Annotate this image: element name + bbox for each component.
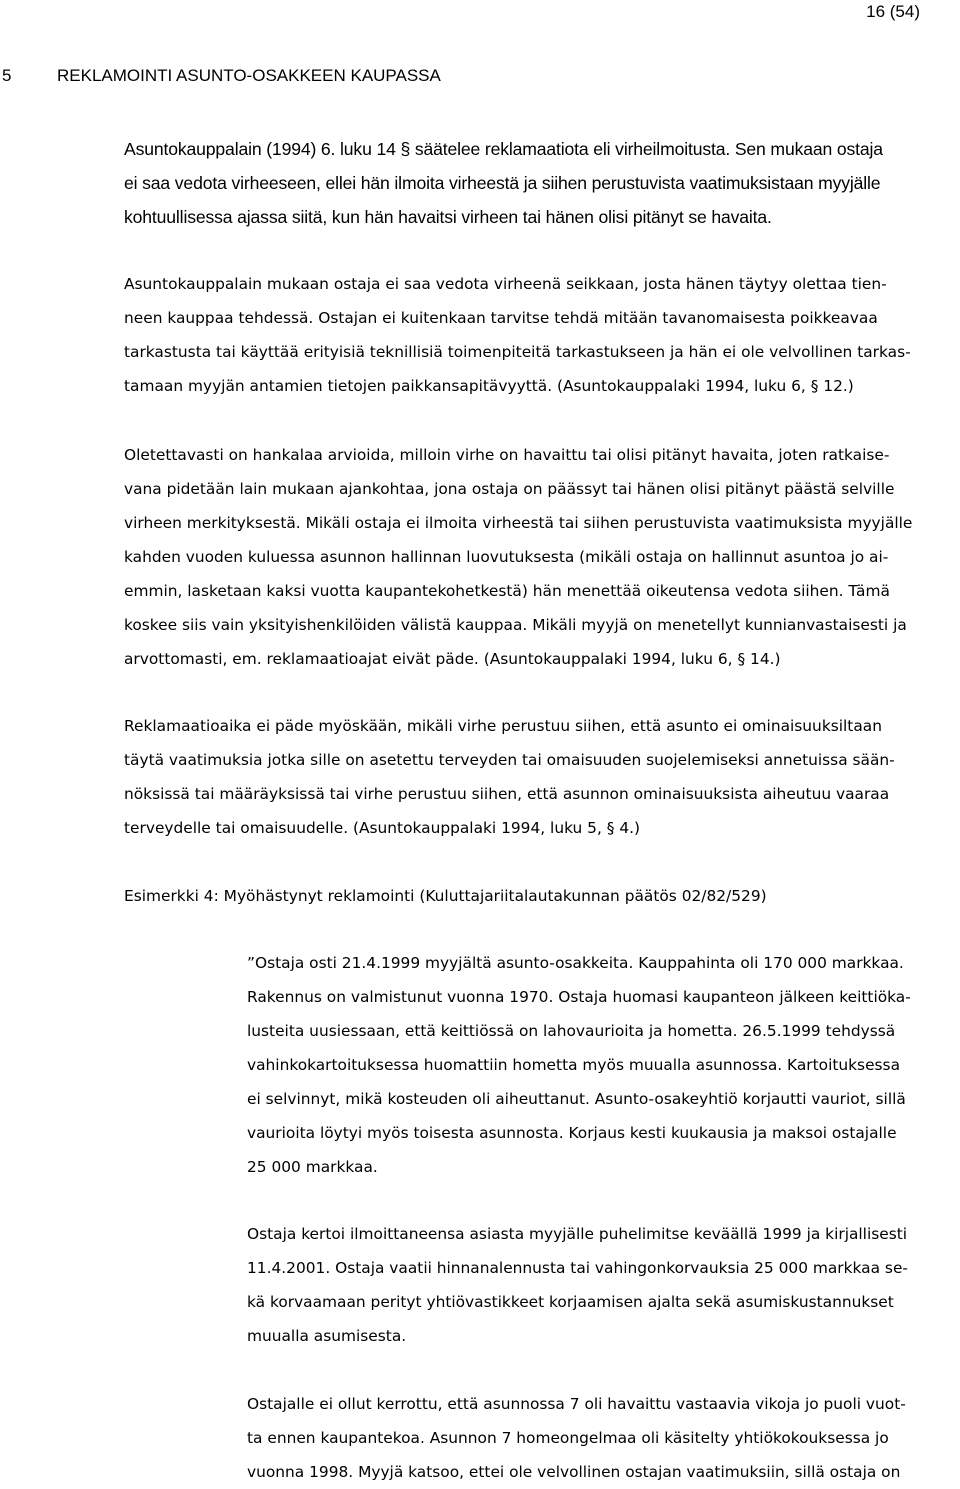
quote-line: 25 000 markkaa. [247, 1158, 378, 1176]
paragraph-line: neen kauppaa tehdessä. Ostajan ei kuitenkaan tarvitse tehdä mitään tavanomaisesta poikkeavaa [124, 309, 878, 327]
example-heading [124, 879, 960, 913]
quote-line: 11.4.2001. Ostaja vaatii hinnanalennusta tai vahingonkorvauksia 25 000 markkaa se- [247, 1259, 908, 1277]
paragraph-reclamation-law [124, 132, 960, 234]
paragraph-line: koskee siis vain yksityishenkilöiden välistä kauppaa. Mikäli myyjä on menetellyt kunnianvastaisesti ja [124, 616, 907, 634]
paragraph-line: tamaan myyjän antamien tietojen paikkansapitävyyttä. (Asuntokauppalaki 1994, luku 6, § 12.) [124, 377, 854, 395]
paragraph-line: Asuntokauppalain (1994) 6. luku 14 § säätelee reklamaatiota eli virheilmoitusta. Sen mukaan ostaja [124, 139, 883, 159]
quote-line: Rakennus on valmistunut vuonna 1970. Ostaja huomasi kaupanteon jälkeen keittiöka- [247, 988, 911, 1006]
quote-line: muualla asumisesta. [247, 1327, 407, 1345]
paragraph-time-limit [124, 438, 960, 676]
quote-line: ”Ostaja osti 21.4.1999 myyjältä asunto-osakkeita. Kauppahinta oli 170 000 markkaa. [247, 954, 904, 972]
quote-line: Ostajalle ei ollut kerrottu, että asunnossa 7 oli havaittu vastaavia vikoja jo puoli vuot- [247, 1395, 906, 1413]
paragraph-line: virheen merkityksestä. Mikäli ostaja ei ilmoita virheestä tai siihen perustuvista vaatimuksista myyjälle [124, 514, 913, 532]
paragraph-inspection [124, 267, 960, 403]
quote-line: ta ennen kaupantekoa. Asunnon 7 homeongelmaa oli käsitelty yhtiökokouksessa jo [247, 1429, 889, 1447]
paragraph-exception [124, 709, 960, 845]
example-quote-paragraph [247, 1387, 960, 1489]
section-title: REKLAMOINTI ASUNTO-OSAKKEEN KAUPASSA [57, 66, 441, 85]
paragraph-line: nöksissä tai määräyksissä tai virhe perustuu siihen, että asunnon ominaisuuksista aiheutuu vaaraa [124, 785, 890, 803]
paragraph-line: vana pidetään lain mukaan ajankohtaa, jona ostaja on päässyt tai hänen olisi pitänyt päästä selville [124, 480, 895, 498]
paragraph-line: tarkastusta tai käyttää erityisiä teknillisiä toimenpiteitä tarkastukseen ja hän ei ole velvollinen tarkas- [124, 343, 911, 361]
quote-line: vaurioita löytyi myös toisesta asunnosta. Korjaus kesti kuukausia ja maksoi ostajalle [247, 1124, 897, 1142]
paragraph-line: ei saa vedota virheeseen, ellei hän ilmoita virheestä ja siihen perustuvista vaatimuksistaan myyjälle [124, 173, 881, 193]
quote-line: vuonna 1998. Myyjä katsoo, ettei ole velvollinen ostajan vaatimuksiin, sillä ostaja on [247, 1463, 901, 1481]
paragraph-line: Asuntokauppalain mukaan ostaja ei saa vedota virheenä seikkaan, josta hänen täytyy olettaa tien- [124, 275, 887, 293]
quote-line: lusteita uusiessaan, että keittiössä on lahovaurioita ja hometta. 26.5.1999 tehdyssä [247, 1022, 896, 1040]
paragraph-line: Oletettavasti on hankalaa arvioida, milloin virhe on havaittu tai olisi pitänyt havaita, joten ratkaise- [124, 446, 890, 464]
paragraph-line: emmin, lasketaan kaksi vuotta kaupantekohetkestä) hän menettää oikeutensa vedota siihen. Tämä [124, 582, 890, 600]
example-title: Esimerkki 4: Myöhästynyt reklamointi (Kuluttajariitalautakunnan päätös 02/82/529) [124, 887, 767, 905]
paragraph-line: kohtuullisessa ajassa siitä, kun hän havaitsi virheen tai hänen olisi pitänyt se havaita. [124, 207, 772, 227]
paragraph-line: täytä vaatimuksia jotka sille on asetettu terveyden tai omaisuuden suojelemiseksi annetuissa sään- [124, 751, 895, 769]
quote-line: kä korvaamaan perityt yhtiövastikkeet korjaamisen ajalta sekä asumiskustannukset [247, 1293, 894, 1311]
quote-line: ei selvinnyt, mikä kosteuden oli aiheuttanut. Asunto-osakeyhtiö korjautti vauriot, sillä [247, 1090, 906, 1108]
example-quote-paragraph [247, 946, 960, 1184]
paragraph-line: Reklamaatioaika ei päde myöskään, mikäli virhe perustuu siihen, että asunto ei ominaisuuksiltaan [124, 717, 882, 735]
example-quote-paragraph [247, 1217, 960, 1353]
section-heading [0, 66, 441, 86]
quote-line: Ostaja kertoi ilmoittaneensa asiasta myyjälle puhelimitse keväällä 1999 ja kirjallisesti [247, 1225, 908, 1243]
section-number: 5 [2, 66, 12, 85]
paragraph-line: kahden vuoden kuluessa asunnon hallinnan luovutuksesta (mikäli ostaja on hallinnut asuntoa jo ai- [124, 548, 889, 566]
paragraph-line: arvottomasti, em. reklamaatioajat eivät päde. (Asuntokauppalaki 1994, luku 6, § 14.) [124, 650, 781, 668]
quote-line: vahinkokartoituksessa huomattiin hometta myös muualla asunnossa. Kartoituksessa [247, 1056, 901, 1074]
paragraph-line: terveydelle tai omaisuudelle. (Asuntokauppalaki 1994, luku 5, § 4.) [124, 819, 641, 837]
page-number: 16 (54) [866, 2, 920, 21]
